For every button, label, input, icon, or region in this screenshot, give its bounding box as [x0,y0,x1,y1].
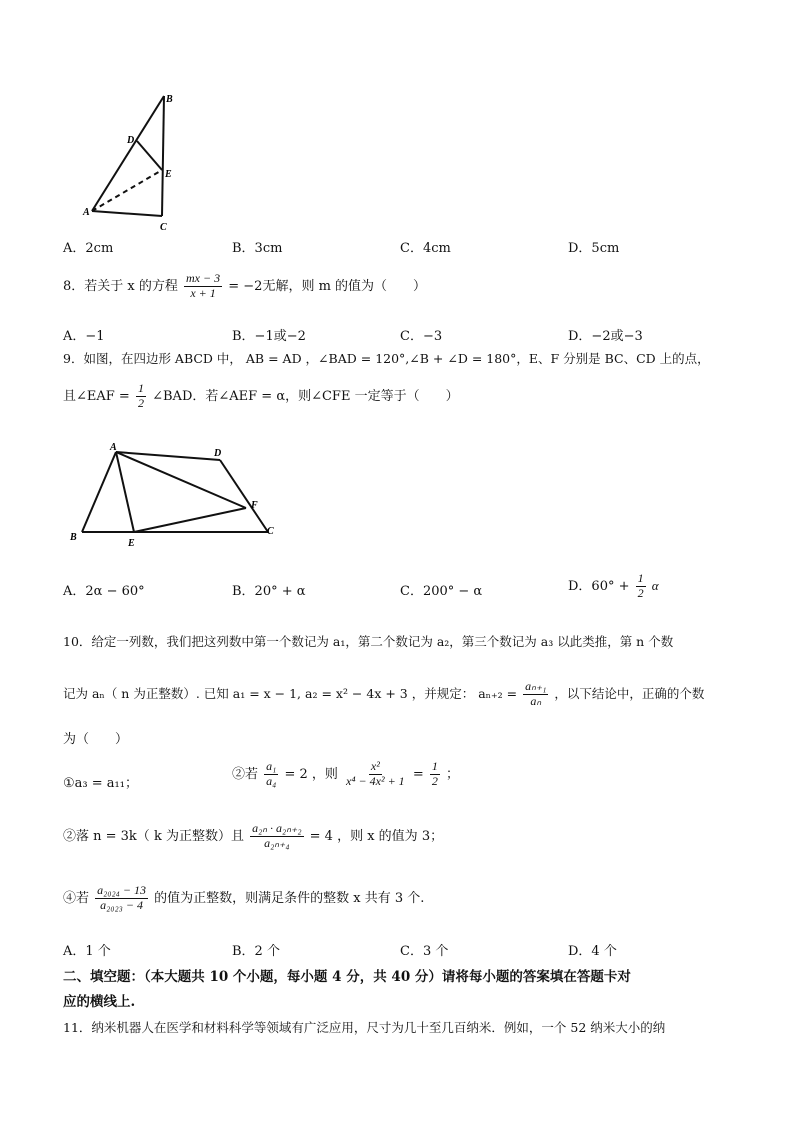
q9-label-f: F [251,500,258,511]
q9-segment-ae [116,452,134,532]
q9-option-d-fraction: $\frac{1}{2}$ [637,571,644,600]
q10-rule-fraction: $\frac{\text{aₙ₊₁}}{\text{aₙ}}$ [525,679,547,708]
section2-heading-line2: 应的横线上. [63,994,136,1010]
q7-side-bc [162,96,164,216]
q7-option-a: A．2cm [63,241,114,256]
q8-suffix: = −2无解，则 m 的值为（ ） [228,278,427,294]
q7-label-c: C [160,222,167,233]
q7-label-b: B [166,94,173,105]
q9-side-dc [220,460,268,532]
q10-option-d: D．4 个 [568,944,617,959]
q9-option-b: B．20° + α [232,584,306,599]
q9-line1: 9．如图，在四边形 ABCD 中， AB = AD ，∠BAD = 120°,∠B + ∠D = 180°，E、F 分别是 BC、CD 上的点， [63,351,710,366]
q10-line1: 10．给定一列数，我们把这列数中第一个数记为 a₁，第二个数记为 a₂，第三个数记为 a₃ 以此类推，第 n 个数 [63,634,674,649]
q7-side-ab [92,96,164,211]
q7-dashed-ae [92,170,162,211]
q9-label-d: D [214,448,222,459]
q9-label-a: A [110,442,117,453]
q10-option-a: A．1 个 [63,944,111,959]
q7-label-a: A [83,207,90,218]
q8-option-c: C．−3 [400,329,443,344]
q10-line3: 为（ ） [63,732,129,747]
q7-option-c: C．4cm [400,241,451,256]
q10-statement-4: ④若 $\frac{\text{a₂₀₂₄ − 13}}{\text{a₂₀₂₃ − 4}}$ 的值为正整数，则满足条件的整数 x 共有 3 个. [63,883,425,912]
q11-line1: 11．纳米机器人在医学和材料科学等领域有广泛应用，尺寸为几十至几百纳米．例如，一个 52 纳米大小的纳 [63,1020,666,1035]
q8-option-d: D．−2或−3 [568,329,643,344]
q10-statement-3: ②落 n = 3k（ k 为正整数）且 $\frac{\text{a₂ₙ · a₂ₙ₊₂}}{\text{a₂ₙ₊₄}}$ = 4 ，则 x 的值为 3； [63,821,444,850]
q7-option-b: B．3cm [232,241,283,256]
q9-label-c: C [267,526,274,537]
q10-option-c: C．3 个 [400,944,449,959]
q9-label-b: B [70,532,77,543]
q9-label-e: E [128,538,135,549]
q10-statement-2: ②若 $\frac{\text{a₁}}{\text{a₄}}$ = 2 ，则 $\frac{\text{x²}}{\text{x⁴ − 4x² + 1}}$ = $\frac{1}{2}$ ； [232,759,460,788]
q8-fraction: $\frac{mx - 3}{x + 1}$ [186,271,221,300]
q9-quadrilateral-figure [62,440,282,550]
q9-option-a: A．2α − 60° [63,584,145,599]
q8-stem [63,272,426,301]
q8-option-a: A．−1 [63,329,105,344]
q7-side-ac [92,211,162,216]
q9-segment-ef [134,508,246,532]
q9-half-fraction: $\frac{1}{2}$ [137,381,144,410]
q10-statement-1: ①a₃ = a₁₁； [63,776,138,791]
q10-option-b: B．2 个 [232,944,280,959]
q9-segment-af [116,452,246,508]
q7-triangle-figure [80,88,190,233]
q9-line2: 且∠EAF = $\frac{1}{2}$ ∠BAD．若∠AEF = α，则∠CFE 一定等于（ ） [63,381,459,410]
q7-option-d: D．5cm [568,241,620,256]
q8-prefix: 8．若关于 x 的方程 [63,278,178,294]
q7-segment-de [137,141,162,170]
q9-option-c: C．200° − α [400,584,483,599]
q10-line2: 记为 aₙ（ n 为正整数）. 已知 a₁ = x − 1, a₂ = x² − 4x + 3 ，并规定： aₙ₊₂ = $\frac{\text{aₙ₊₁}}{\text{aₙ}}$ ，以下结论中，正确的个数 [63,679,705,708]
section2-heading-line1: 二、填空题：（本大题共 10 个小题，每小题 4 分，共 40 分）请将每小题的答案填在答题卡对 [63,969,631,985]
q9-option-d: D．60° + $\frac{1}{2}$ α [568,571,659,600]
q7-label-d: D [127,135,135,146]
q8-option-b: B．−1或−2 [232,329,306,344]
q9-side-ab [82,452,116,532]
q7-label-e: E [165,169,172,180]
